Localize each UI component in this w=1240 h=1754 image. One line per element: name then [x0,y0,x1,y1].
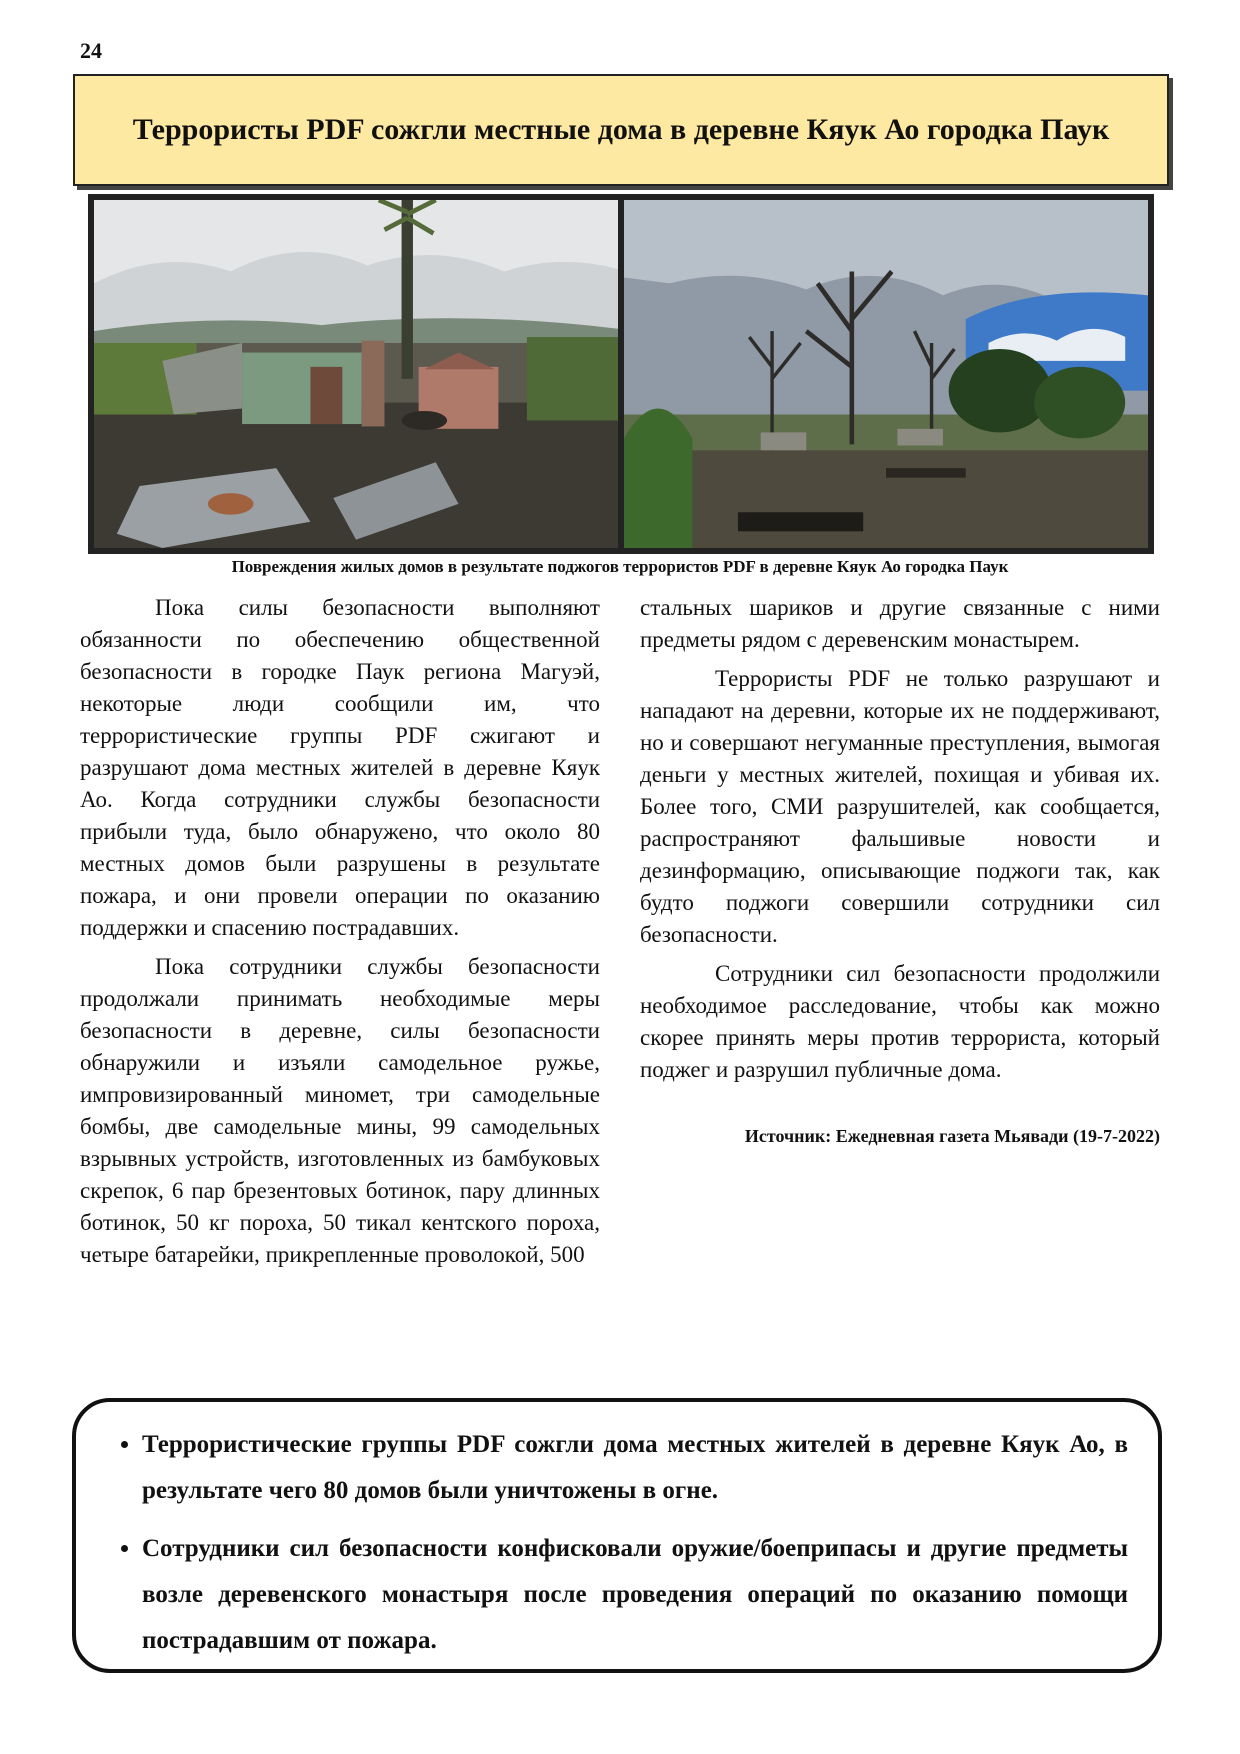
photo-caption: Повреждения жилых домов в результате поджогов террористов PDF в деревне Кяук Ао городка Паук [231,557,1009,576]
summary-box [72,1398,1162,1673]
paragraph: Сотрудники сил безопасности продолжили необходимое расследование, чтобы как можно скорее принять меры против террориста, который поджег и разрушил публичные дома. [640,961,1160,1082]
burned-houses-photo-image [94,200,618,548]
paragraph: Террористы PDF не только разрушают и нападают на деревни, которые их не поддерживают, но и совершают негуманные преступления, вымогая деньги у местных жителей, похищая и убивая их. Более того, СМИ разрушителей, как сообщается, распространяют фальшивые новости и дезинформацию, описывающие поджоги так, как будто поджоги совершили сотрудники сил безопасности. [640,666,1160,947]
source-credit: Источник: Ежедневная газета Мьявади (19-7-2022) [744,1126,1160,1146]
right-column [640,592,1160,1148]
page-title: Террористы PDF сожгли местные дома в деревне Кяук Ао городка Паук [132,113,1110,146]
burned-land-photo-image [624,200,1148,548]
paragraph: Пока сотрудники службы безопасности продолжали принимать необходимые меры безопасности в деревне, силы безопасности обнаружили и изъяли самодельное ружье, импровизированный миномет, три самодельные бомбы, две самодельные мины, 99 самодельных взрывных устройств, изготовленных из бамбуковых скрепок, 6 пар брезентовых ботинок, пару длинных ботинок, 50 кг пороха, 50 тикал кентского пороха, четыре батарейки, прикрепленные проволокой, 500 [80,954,600,1267]
paragraph-continued: стальных шариков и другие связанные с ними предметы рядом с деревенским монастырем. [640,595,1160,652]
photo-frame [88,194,1154,554]
burned-land-photo [624,200,1148,548]
burned-houses-photo [94,200,618,548]
page-number: 24 [80,38,102,63]
summary-item: • Террористические группы PDF сожгли дома местных жителей в деревне Кяук Ао, в результате чего 80 домов были уничтожены в огне. [142,1422,1128,1514]
summary-list [94,1422,1128,1664]
summary-item: • Сотрудники сил безопасности конфисковали оружие/боеприпасы и другие предметы возле деревенского монастыря после проведения операций по оказанию помощи пострадавшим от пожара. [142,1526,1128,1664]
left-column [80,592,600,1278]
paragraph: Пока силы безопасности выполняют обязанности по обеспечению общественной безопасности в городке Паук региона Магуэй, некоторые люди сообщили им, что террористические группы PDF сжигают и разрушают дома местных жителей в деревне Кяук Ао. Когда сотрудники службы безопасности прибыли туда, было обнаружено, что около 80 местных домов были разрушены в результате пожара, и они провели операции по оказанию поддержки и спасению пострадавших. [80,595,600,940]
title-box [73,74,1169,186]
